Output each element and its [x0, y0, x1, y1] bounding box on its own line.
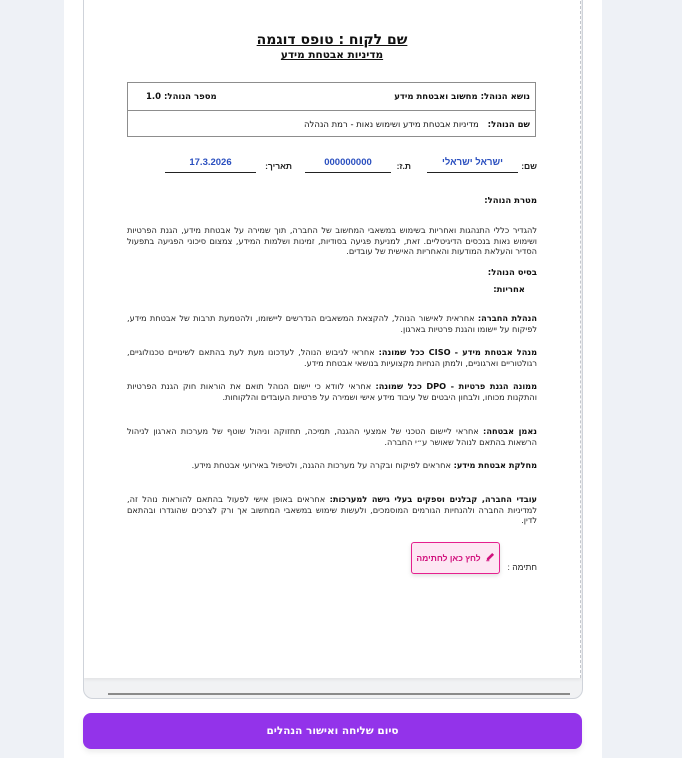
responsibility-item	[127, 313, 537, 334]
purpose-heading: מטרת הנוהל:	[484, 196, 537, 206]
procedure-number-value: 1.0	[146, 92, 162, 102]
responsibility-item	[127, 426, 537, 447]
responsibility-text: אחראי לוודא כי יישום הנוהל תואם את הוראות חוק הגנת הפרטיות והתקנות מכוחו, ולבחון היבטים של עיבוד מידע אישי ושמירה על פרטיות העובדים והלקוחות.	[127, 381, 537, 402]
submit-approve-button[interactable]: סיום שליחה ואישור הנהלים	[83, 713, 582, 749]
procedure-info-table	[127, 82, 536, 137]
responsibility-item	[127, 494, 537, 526]
responsibility-heading: אחריות:	[493, 285, 525, 295]
responsibility-role: עובדי החברה, קבלנים וספקים בעלי גישה למערכות:	[329, 494, 537, 504]
signature-label: חתימה :	[507, 562, 537, 572]
responsibility-text: אחראים לפיקוח ובקרה על מערכות ההגנה, ולטיפול באירועי אבטחת מידע.	[191, 460, 454, 470]
responsibility-text: אחראי ליישום הטכני של אמצעי ההגנה, תמיכה, תחזוקה וניהול שוטף של מערכות הארגון לניהול הרשאות בהתאם לנוהל שאושר ע״י החברה.	[127, 426, 537, 447]
basis-heading: בסיס הנוהל:	[487, 268, 537, 278]
responsibility-text: אחראים באופן אישי לפעול בהתאם להוראות נוהל זה, למדיניות החברה ולהנחיות הגורמים המוסמכים, ולעשות שימוש במשאבי המחשוב אך ורק לצרכים שהוגדרו ובהתאם לדין.	[127, 494, 537, 525]
date-field-value[interactable]: 17.3.2026	[165, 157, 256, 173]
name-field-value[interactable]: ישראל ישראלי	[427, 157, 518, 173]
sign-here-button[interactable]	[411, 542, 500, 574]
form-panel	[64, 0, 602, 758]
date-field-label: תאריך:	[265, 161, 292, 171]
responsibility-role: נאמן אבטחה:	[483, 426, 538, 436]
name-field-label: שם:	[521, 161, 537, 171]
responsibility-text: אחראית לאישור הנוהל, להקצאת המשאבים הנדרשים ליישומו, ולהטמעת תרבות של אבטחת מידע, לפיקוח על יישומו והגנת פרטיות בארגון.	[127, 313, 537, 334]
document-viewer[interactable]	[83, 0, 583, 699]
pen-icon	[485, 552, 495, 564]
id-field[interactable]	[305, 157, 417, 177]
info-row-topic	[128, 83, 535, 110]
responsibility-item	[127, 381, 537, 402]
procedure-topic-label: נושא הנוהל:	[480, 92, 530, 102]
info-row-name	[128, 110, 535, 137]
procedure-topic-value: מחשוב ואבטחת מידע	[394, 92, 478, 102]
procedure-number	[146, 92, 217, 102]
document-title: שם לקוח : טופס דוגמה	[256, 32, 408, 48]
responsibility-role: ממונה הגנת פרטיות - DPO ככל שמונה:	[375, 381, 537, 391]
date-field[interactable]	[127, 157, 305, 177]
id-field-label: ת.ז:	[396, 161, 411, 171]
responsibility-role: הנהלת החברה:	[477, 313, 537, 323]
responsibility-item	[127, 347, 537, 368]
procedure-name-value: מדיניות אבטחת מידע ושימוש נאות - רמת הנהלה	[304, 120, 479, 130]
document-page	[84, 0, 581, 678]
procedure-number-label: מספר הנוהל:	[164, 92, 217, 102]
responsibility-role: מנהל אבטחת מידע - CISO ככל שמונה:	[378, 347, 537, 357]
purpose-text: להגדיר כללי התנהגות ואחריות בשימוש במשאבי המחשוב של החברה, תוך שמירה על אבטחת מידע, הגנת הפרטיות ושימוש נאות בנכסים הדיגיטליים. זאת, למניעת פגיעה בסודיות, זמינות ושלמות המידע, צמצום סיכוני הפגיעה בתפעול הסדיר והעלאת המודעות והאחריות האישית של עובדים.	[127, 225, 537, 256]
responsibility-item	[127, 460, 537, 471]
procedure-name-label: שם הנוהל:	[487, 120, 530, 130]
document-subtitle: מדיניות אבטחת מידע	[280, 49, 384, 61]
id-field-value[interactable]: 000000000	[305, 157, 391, 173]
sign-here-label: לחץ כאן לחתימה	[416, 553, 481, 563]
responsibility-text: אחראי לגיבוש הנוהל, לעדכונו מעת לעת בהתאם לשינויים טכנולוגיים, רגולטוריים וארגוניים, ולמתן הנחיות מקצועיות בנושאי אבטחת מידע.	[127, 347, 537, 368]
signer-fields	[127, 157, 537, 177]
horizontal-scrollbar[interactable]	[108, 693, 570, 695]
name-field[interactable]	[417, 157, 537, 177]
signature-row	[127, 542, 537, 576]
procedure-topic	[394, 92, 530, 102]
procedure-name	[304, 120, 530, 130]
responsibility-role: מחלקת אבטחת מידע:	[453, 460, 537, 470]
